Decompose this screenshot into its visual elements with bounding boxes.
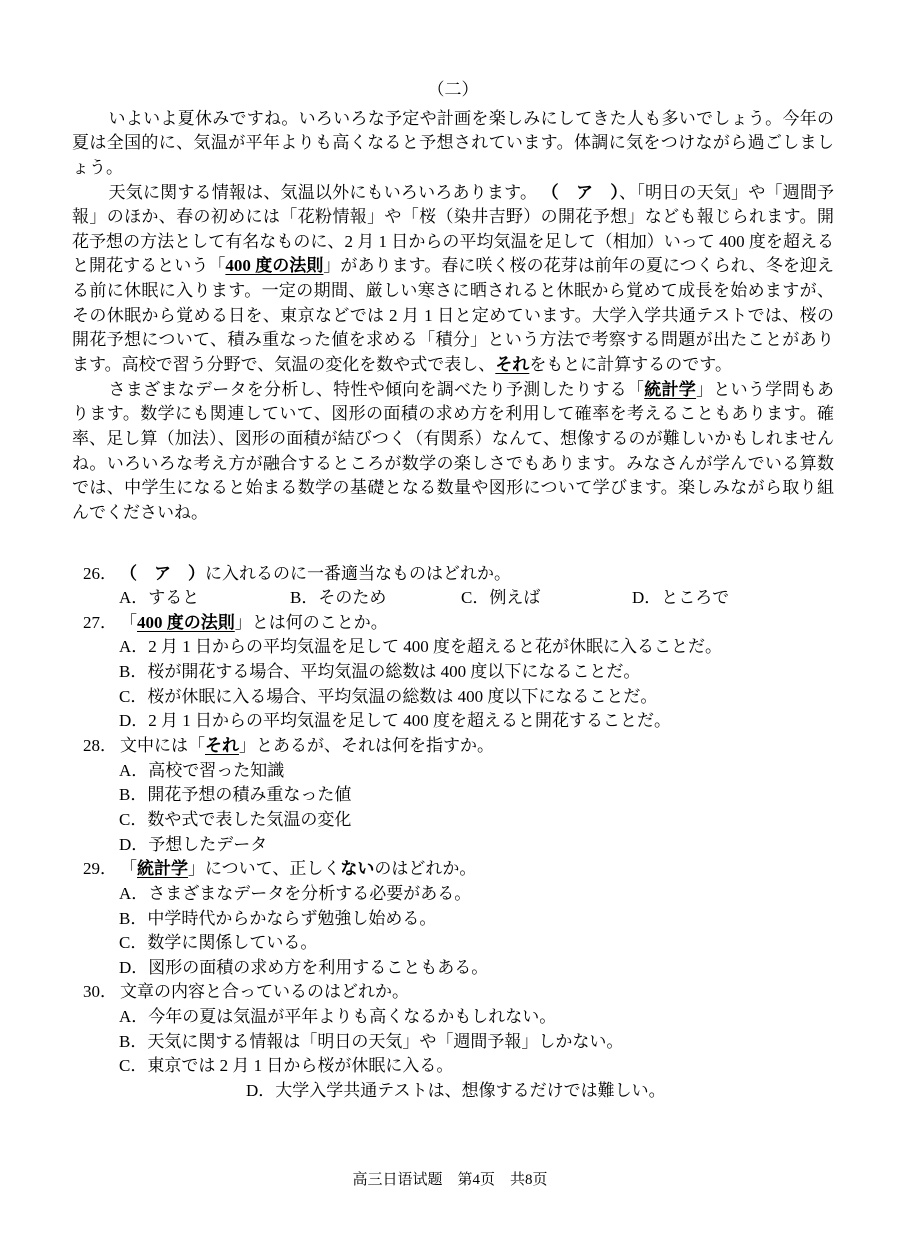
question-head — [83, 734, 834, 759]
stem-run: 「 — [120, 612, 137, 632]
question-head — [83, 857, 834, 882]
passage-paragraph-2 — [72, 181, 834, 378]
passage-run: 天気に関する情報は、気温以外にもいろいろあります。 — [108, 182, 542, 202]
question-number: 28． — [83, 736, 117, 756]
question-number: 30． — [83, 982, 117, 1002]
option-B: B．開花予想の積み重なった値 — [119, 785, 352, 805]
option-C: C．例えば — [461, 588, 541, 608]
passage-run: それ — [495, 355, 530, 375]
option-A: A．高校で習った知識 — [119, 760, 285, 780]
passage-run: 」という学問もあります。数学にも関連していて、図形の面積の求め方を利用して確率を考えることもあります。確率、足し算（加法）、図形の面積が結びつく（有関系）なんて、想像するのが難しいかもしれませんね。いろいろな考え方が融合するところが数学の楽しさでもあります。みなさんが学んでいる算数では、中学生になると始まる数学の基礎となる数量や図形について学びます。楽しみながら取り組んでくださいね。 — [72, 379, 835, 522]
question-options — [119, 882, 834, 981]
passage-run: 400 度の法則 — [225, 256, 324, 276]
question-stem — [120, 857, 834, 882]
option-D: D．図形の面積の求め方を利用することもある。 — [119, 957, 489, 977]
page-footer: 高三日语试题 第4页 共8页 — [352, 1172, 548, 1189]
option-B: B．そのため — [290, 588, 387, 608]
option-C: C．数や式で表した気温の変化 — [119, 809, 352, 829]
option-A: A．さまざまなデータを分析する必要がある。 — [119, 883, 472, 903]
question-stem — [120, 734, 834, 759]
question-number: 26． — [83, 563, 117, 583]
stem-run: それ — [205, 736, 239, 756]
stem-run: 文章の内容と合っているのはどれか。 — [120, 982, 409, 1002]
stem-run: （ ア ） — [120, 563, 205, 583]
stem-run: 統計学 — [137, 859, 188, 879]
question-number: 27． — [83, 612, 117, 632]
stem-run: 」について、正しく — [188, 859, 341, 879]
option-D: D．予想したデータ — [119, 834, 268, 854]
question-head — [83, 562, 834, 587]
option-A: A．2 月 1 日からの平均気温を足して 400 度を超えると花が休眠に入ることだ。 — [119, 637, 723, 657]
question-options — [119, 1005, 834, 1104]
question-stem — [120, 611, 834, 636]
stem-run: 400 度の法則 — [137, 612, 235, 632]
question-number: 29． — [83, 859, 117, 879]
option-A: A．今年の夏は気温が平年よりも高くなるかもしれない。 — [119, 1007, 557, 1027]
question-options — [119, 586, 834, 611]
option-C: C．東京では 2 月 1 日から桜が休眠に入る。 — [119, 1056, 454, 1076]
stem-run: のはどれか。 — [374, 859, 477, 879]
question-options — [119, 635, 834, 734]
option-D: D．ところで — [632, 588, 730, 608]
stem-run: 「 — [120, 859, 137, 879]
question-stem — [120, 980, 834, 1005]
question-head — [83, 611, 834, 636]
passage-run: をもとに計算するのです。 — [529, 355, 732, 375]
stem-run: ない — [340, 859, 375, 879]
passage-paragraph-3 — [72, 378, 834, 526]
passage-run: 、「明日の天気」や「週間予報」のほか、春の初めには「花粉情報」や「桜（染井吉野）の開花予想」なども報じられます。開花予想の方法として有名なものに、2 月 1 日からの平均気温を足して（相加）いって 400 度を超えると開花するという「 — [72, 182, 835, 276]
question-28 — [83, 734, 834, 857]
question-30 — [83, 980, 834, 1103]
passage-run: （ ア ） — [541, 182, 620, 202]
stem-run: 文中には「 — [120, 736, 205, 756]
question-stem — [120, 562, 834, 587]
question-head — [83, 980, 834, 1005]
option-B: B．天気に関する情報は「明日の天気」や「週間予報」しかない。 — [119, 1031, 624, 1051]
question-29 — [83, 857, 834, 980]
passage-run: 」があります。春に咲く桜の花芽は前年の夏につくられ、冬を迎える前に休眠に入ります。一定の期間、厳しい寒さに晒されると休眠から覚めて成長を始めますが、その休眠から覚める日を、東京などでは 2 月 1 日と定めています。大学入学共通テストでは、桜の開花予想について、積み重なった値を求める「積分」という方法で考察する問題が出たことがあります。高校で習う分野で、気温の変化を数や式で表し、 — [72, 256, 835, 375]
question-options — [119, 759, 834, 858]
stem-run: 」とあるが、それは何を指すか。 — [239, 736, 494, 756]
passage-run: さまざまなデータを分析し、特性や傾向を調べたり予測したりする「 — [108, 379, 645, 399]
option-C: C．桜が休眠に入る場合、平均気温の総数は 400 度以下になることだ。 — [119, 686, 658, 706]
option-C: C．数学に関係している。 — [119, 933, 318, 953]
passage-paragraph-1 — [72, 107, 834, 181]
questions-list — [83, 562, 834, 1104]
passage-run: いよいよ夏休みですね。いろいろな予定や計画を楽しみにしてきた人も多いでしょう。今年の夏は全国的に、気温が平年よりも高くなると予想されています。体調に気をつけながら過ごしましょう。 — [72, 108, 834, 177]
option-B: B．桜が開花する場合、平均気温の総数は 400 度以下になることだ。 — [119, 662, 641, 682]
question-26 — [83, 562, 834, 611]
option-A: A．すると — [119, 588, 200, 608]
option-D: D．2 月 1 日からの平均気温を足して 400 度を超えると開花することだ。 — [119, 711, 672, 731]
question-27 — [83, 611, 834, 734]
section-title: （二） — [427, 80, 479, 99]
stem-run: 」とは何のことか。 — [234, 612, 388, 632]
reading-passage — [72, 107, 834, 526]
option-D: D．大学入学共通テストは、想像するだけでは難しい。 — [246, 1080, 666, 1100]
option-B: B．中学時代からかならず勉強し始める。 — [119, 908, 437, 928]
stem-run: に入れるのに一番適当なものはどれか。 — [205, 563, 511, 583]
passage-run: 統計学 — [644, 379, 697, 399]
